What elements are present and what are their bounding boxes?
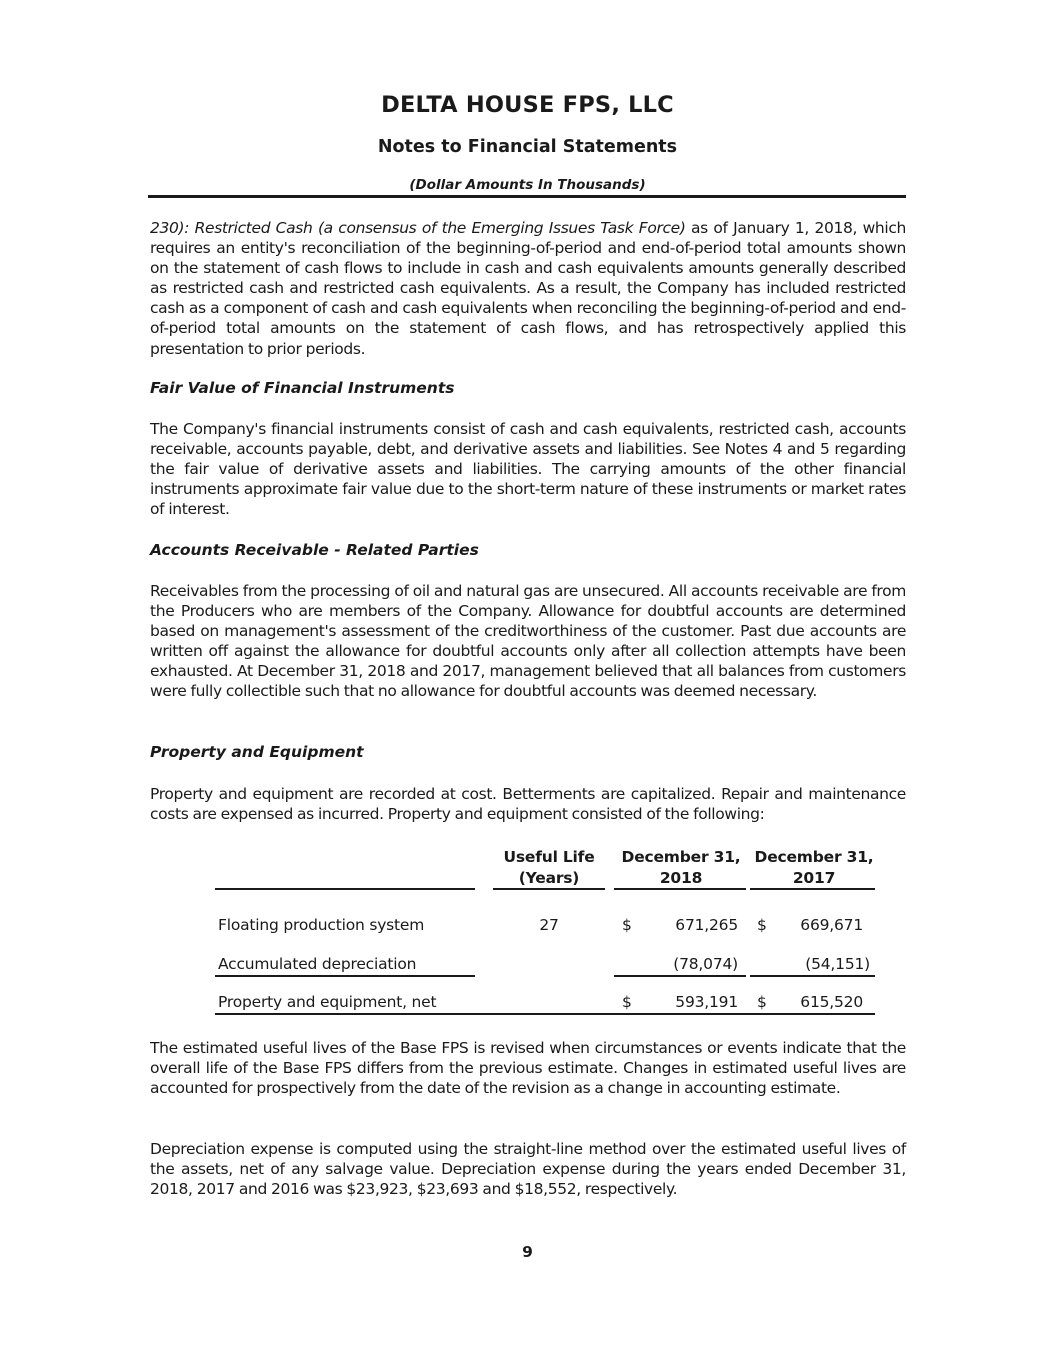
subtotal-rule-2017 bbox=[750, 975, 875, 977]
company-name: DELTA HOUSE FPS, LLC bbox=[381, 92, 674, 118]
row-currency-2017-floating: $ bbox=[757, 916, 767, 934]
row-label-floating: Floating production system bbox=[218, 916, 425, 934]
header-rule-label bbox=[215, 888, 475, 890]
intro-text: as of January 1, 2018, which requires an entity's reconciliation of the beginning-of-period and end-of-period total amounts shown on the statement of cash flows to include in cash and cash equivalents amounts generally described as restricted cash and restricted cash equivalents. As a result, the Company has included restricted cash as a component of cash and cash equivalents when reconciling the beginning-of-period and end-of-period total amounts on the statement of cash flows, and has retrospectively applied this presentation to prior periods. bbox=[150, 219, 906, 358]
row-currency-2018-floating: $ bbox=[622, 916, 632, 934]
receivables-paragraph: Receivables from the processing of oil and natural gas are unsecured. All accounts receivable are from the Producers who are members of the Company. Allowance for doubtful accounts are determined based on management's assessment of the creditworthiness of the customer. Past due accounts are written off against the allowance for doubtful accounts only after all collection attempts have been exhausted. At December 31, 2018 and 2017, management believed that all balances from customers were fully collectible such that no allowance for doubtful accounts was deemed necessary. bbox=[150, 582, 906, 701]
row-value-2017-net: 615,520 bbox=[800, 993, 863, 1011]
header-2018-line1: December 31, bbox=[621, 848, 741, 866]
header-2018 bbox=[612, 847, 750, 889]
intro-paragraph bbox=[150, 218, 906, 359]
row-label-depreciation: Accumulated depreciation bbox=[218, 955, 417, 973]
subtotal-rule-2018 bbox=[614, 975, 746, 977]
intro-italic-lead: 230): Restricted Cash (a consensus of the Emerging Issues Task Force) bbox=[150, 219, 686, 237]
fair-value-paragraph: The Company's financial instruments consist of cash and cash equivalents, restricted cash, accounts receivable, accounts payable, debt, and derivative assets and liabilities. See Notes 4 and 5 regarding the fair value of derivative assets and liabilities. The carrying amounts of the other financial instruments approximate fair value due to the short-term nature of these instruments or market rates of interest. bbox=[150, 420, 906, 519]
header-rule-life bbox=[493, 888, 605, 890]
row-life-floating: 27 bbox=[539, 916, 559, 934]
header-2017-line2: 2017 bbox=[792, 869, 836, 887]
header-2017 bbox=[748, 847, 880, 889]
header-useful-life-line1: Useful Life bbox=[503, 848, 595, 866]
row-value-2017-depreciation: (54,151) bbox=[805, 955, 870, 973]
row-value-2017-floating: 669,671 bbox=[800, 916, 863, 934]
useful-lives-paragraph: The estimated useful lives of the Base FPS is revised when circumstances or events indicate that the overall life of the Base FPS differs from the previous estimate. Changes in estimated useful lives are accounted for prospectively from the date of the revision as a change in accounting estimate. bbox=[150, 1039, 906, 1098]
row-label-net: Property and equipment, net bbox=[218, 993, 437, 1011]
row-value-2018-net: 593,191 bbox=[675, 993, 738, 1011]
depreciation-paragraph: Depreciation expense is computed using the straight-line method over the estimated useful lives of the assets, net of any salvage value. Depreciation expense during the years ended December 31, 2018, 2017 and 2016 was $23,923, $23,693 and $18,552, respectively. bbox=[150, 1140, 906, 1199]
row-currency-2017-net: $ bbox=[757, 993, 767, 1011]
header-rule bbox=[148, 195, 906, 198]
receivables-heading: Accounts Receivable - Related Parties bbox=[150, 541, 479, 559]
row-value-2018-depreciation: (78,074) bbox=[673, 955, 738, 973]
row-currency-2018-net: $ bbox=[622, 993, 632, 1011]
header-useful-life bbox=[490, 847, 608, 889]
page-number: 9 bbox=[522, 1243, 533, 1261]
header-2018-line2: 2018 bbox=[659, 869, 703, 887]
header-useful-life-line2: (Years) bbox=[518, 869, 580, 887]
document-title: Notes to Financial Statements bbox=[377, 137, 678, 157]
property-paragraph: Property and equipment are recorded at cost. Betterments are capitalized. Repair and maintenance costs are expensed as incurred. Property and equipment consisted of the following: bbox=[150, 785, 906, 824]
property-heading: Property and Equipment bbox=[150, 743, 364, 761]
subtotal-rule-label bbox=[215, 975, 475, 977]
header-2017-line1: December 31, bbox=[754, 848, 874, 866]
fair-value-heading: Fair Value of Financial Instruments bbox=[150, 379, 455, 397]
header-rule-2018 bbox=[614, 888, 746, 890]
total-rule bbox=[215, 1013, 875, 1015]
row-value-2018-floating: 671,265 bbox=[675, 916, 738, 934]
header-rule-2017 bbox=[750, 888, 875, 890]
amounts-note: (Dollar Amounts In Thousands) bbox=[409, 177, 646, 193]
